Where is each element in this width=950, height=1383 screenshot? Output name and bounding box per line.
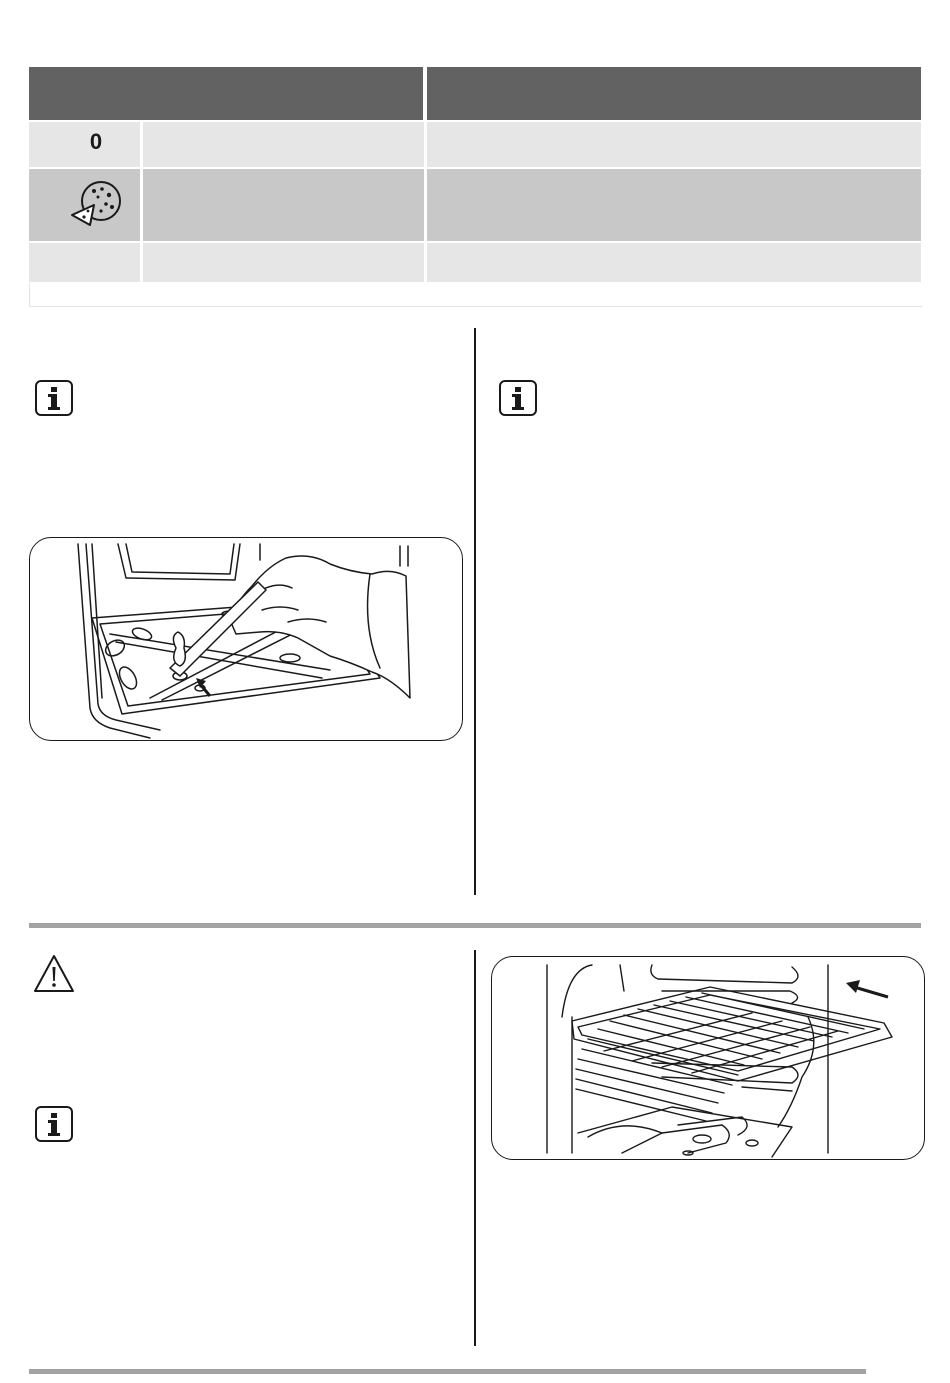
table-row bbox=[29, 169, 921, 241]
table-col-divider bbox=[140, 122, 143, 283]
table-header-left bbox=[29, 67, 423, 120]
symbol-zero: 0 bbox=[89, 129, 103, 154]
table-row bbox=[29, 243, 921, 282]
column-divider bbox=[474, 328, 476, 895]
info-icon bbox=[499, 380, 537, 416]
warning-triangle-icon bbox=[32, 953, 76, 995]
page-bottom-bar bbox=[29, 1369, 866, 1374]
table-header-right bbox=[427, 67, 921, 120]
table-col-divider bbox=[424, 67, 427, 283]
column-divider bbox=[474, 950, 476, 1346]
pizza-icon bbox=[68, 177, 124, 229]
section-divider-bar bbox=[29, 923, 921, 928]
table-row bbox=[29, 122, 921, 167]
table-note-row bbox=[29, 283, 922, 307]
oven-cleaning-figure bbox=[29, 537, 463, 741]
info-icon bbox=[35, 1106, 73, 1142]
oven-shelf-figure bbox=[491, 956, 925, 1160]
info-icon bbox=[35, 380, 73, 416]
